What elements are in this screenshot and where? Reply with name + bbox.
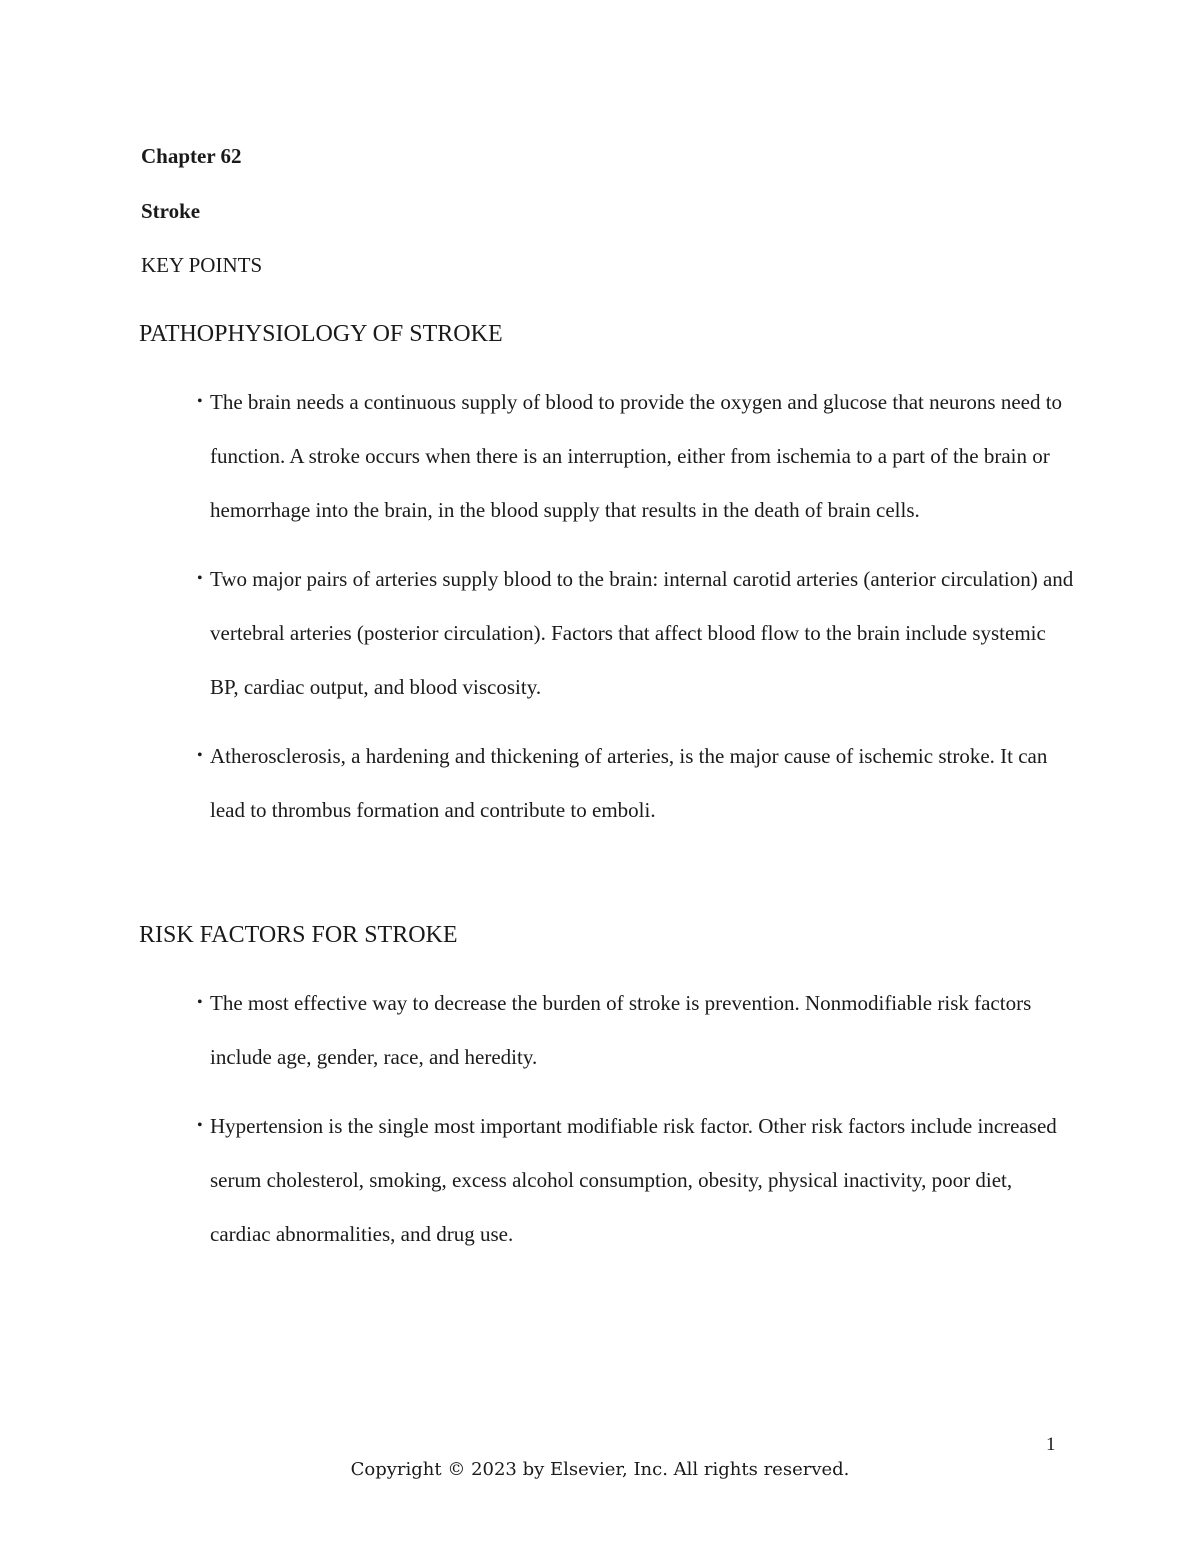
bullet-icon: •	[197, 994, 203, 1011]
list-item-text: Hypertension is the single most important modifiable risk factor. Other risk factors include increased serum cholesterol, smoking, excess alcohol consumption, obesity, physical inactivity, poor diet, cardiac abnormalities, and drug use.	[210, 1114, 1057, 1246]
bullet-icon: •	[197, 393, 203, 410]
bullet-icon: •	[197, 570, 203, 587]
list-item-text: The most effective way to decrease the burden of stroke is prevention. Nonmodifiable risk factors include age, gender, race, and heredity.	[210, 991, 1032, 1069]
chapter-number: Chapter 62	[141, 144, 242, 168]
list-item-text: Two major pairs of arteries supply blood to the brain: internal carotid arteries (anterior circulation) and vertebral arteries (posterior circulation). Factors that affect blood flow to the brain include systemic BP, cardiac output, and blood viscosity.	[210, 567, 1074, 699]
page-number: 1	[1046, 1434, 1056, 1455]
bullet-icon: •	[197, 1117, 203, 1134]
key-points-label: KEY POINTS	[141, 253, 263, 277]
section-heading-risk-factors: RISK FACTORS FOR STROKE	[139, 922, 458, 948]
list-item	[197, 1099, 1077, 1261]
copyright-notice: Copyright © 2023 by Elsevier, Inc. All rights reserved.	[350, 1459, 850, 1480]
list-item-text: The brain needs a continuous supply of blood to provide the oxygen and glucose that neurons need to function. A stroke occurs when there is an interruption, either from ischemia to a part of the brain or hemorrhage into the brain, in the blood supply that results in the death of brain cells.	[210, 390, 1063, 522]
section-heading-pathophysiology: PATHOPHYSIOLOGY OF STROKE	[139, 321, 503, 347]
bullet-icon: •	[197, 747, 203, 764]
list-item-text: Atherosclerosis, a hardening and thickening of arteries, is the major cause of ischemic stroke. It can lead to thrombus formation and contribute to emboli.	[210, 744, 1048, 822]
chapter-title: Stroke	[141, 199, 201, 223]
bullet-list-pathophysiology	[197, 375, 1077, 852]
list-item	[197, 976, 1077, 1084]
list-item	[197, 729, 1077, 837]
list-item	[197, 375, 1077, 537]
list-item	[197, 552, 1077, 714]
bullet-list-risk-factors	[197, 976, 1077, 1276]
